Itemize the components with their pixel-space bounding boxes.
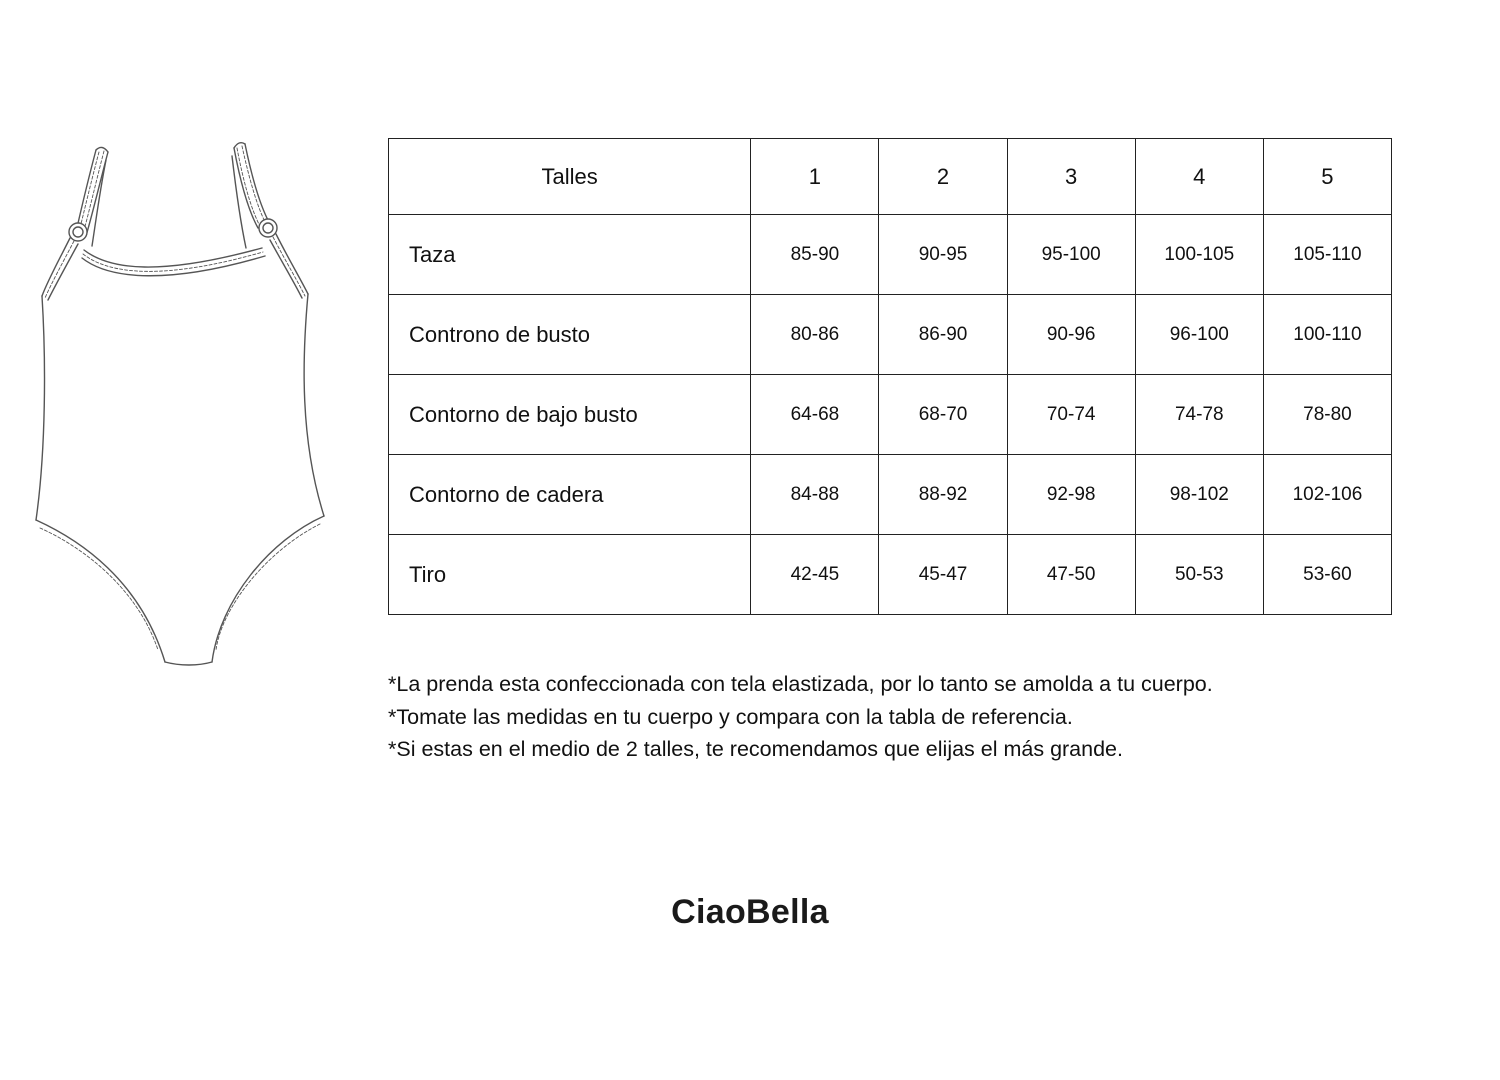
value-cell: 80-86: [751, 295, 879, 375]
note-line: *Tomate las medidas en tu cuerpo y compara con la tabla de referencia.: [388, 704, 1073, 729]
table-header-row: [389, 139, 1392, 215]
row-label-cell: Contorno de cadera: [389, 455, 751, 535]
value-cell: 96-100: [1135, 295, 1263, 375]
value-cell: 50-53: [1135, 535, 1263, 615]
header-size-cell: 5: [1263, 139, 1391, 215]
value-cell: 88-92: [879, 455, 1007, 535]
value-cell: 47-50: [1007, 535, 1135, 615]
header-label-cell: Talles: [389, 139, 751, 215]
table-row: [389, 375, 1392, 455]
header-size-cell: 1: [751, 139, 879, 215]
table-row: [389, 535, 1392, 615]
value-cell: 74-78: [1135, 375, 1263, 455]
value-cell: 90-95: [879, 215, 1007, 295]
value-cell: 100-110: [1263, 295, 1391, 375]
row-label-cell: Tiro: [389, 535, 751, 615]
row-label-cell: Controno de busto: [389, 295, 751, 375]
value-cell: 98-102: [1135, 455, 1263, 535]
note-line: *La prenda esta confeccionada con tela elastizada, por lo tanto se amolda a tu cuerpo.: [388, 672, 1213, 696]
value-cell: 92-98: [1007, 455, 1135, 535]
size-notes: [388, 668, 1448, 766]
value-cell: 78-80: [1263, 375, 1391, 455]
value-cell: 64-68: [751, 375, 879, 455]
swimsuit-illustration: [30, 135, 335, 670]
header-size-cell: 4: [1135, 139, 1263, 215]
brand-logo: CiaoBella: [671, 893, 829, 931]
table-row: [389, 295, 1392, 375]
header-size-cell: 2: [879, 139, 1007, 215]
value-cell: 84-88: [751, 455, 879, 535]
value-cell: 86-90: [879, 295, 1007, 375]
size-chart-table: [388, 138, 1392, 615]
value-cell: 53-60: [1263, 535, 1391, 615]
value-cell: 42-45: [751, 535, 879, 615]
table-row: [389, 455, 1392, 535]
note-line: *Si estas en el medio de 2 talles, te recomendamos que elijas el más grande.: [388, 737, 1123, 761]
value-cell: 70-74: [1007, 375, 1135, 455]
row-label-cell: Contorno de bajo busto: [389, 375, 751, 455]
header-size-cell: 3: [1007, 139, 1135, 215]
value-cell: 102-106: [1263, 455, 1391, 535]
value-cell: 100-105: [1135, 215, 1263, 295]
row-label-cell: Taza: [389, 215, 751, 295]
value-cell: 95-100: [1007, 215, 1135, 295]
value-cell: 68-70: [879, 375, 1007, 455]
table-row: [389, 215, 1392, 295]
value-cell: 90-96: [1007, 295, 1135, 375]
value-cell: 45-47: [879, 535, 1007, 615]
value-cell: 85-90: [751, 215, 879, 295]
value-cell: 105-110: [1263, 215, 1391, 295]
